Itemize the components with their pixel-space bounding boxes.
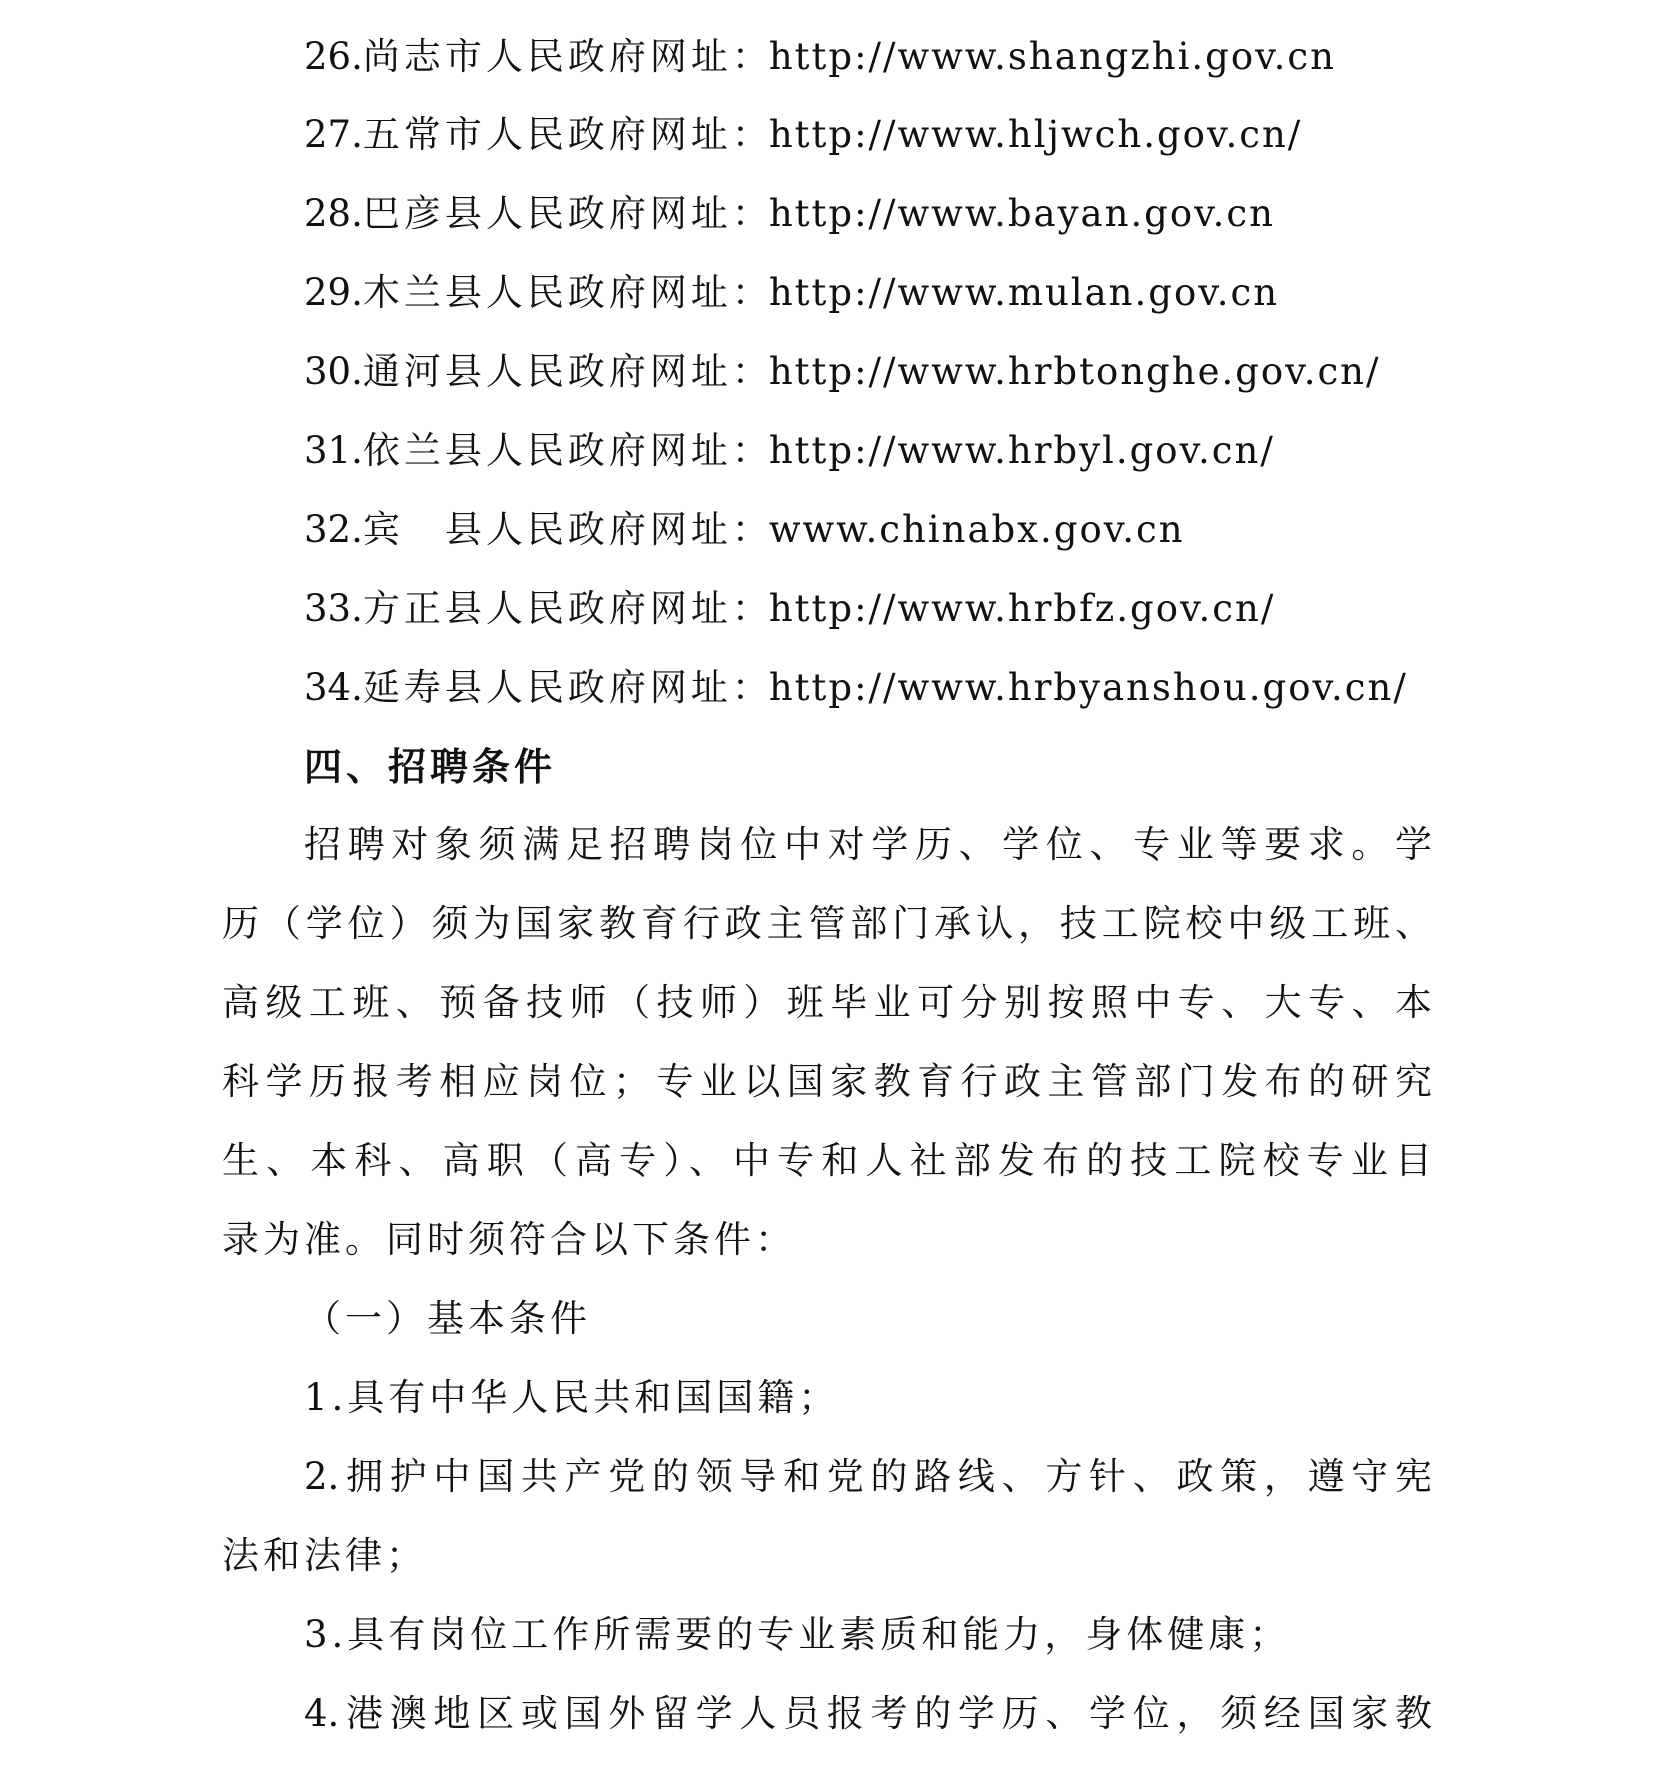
url-item-32 [304, 507, 1185, 553]
item-url: http://www.hrbyanshou.gov.cn/ [768, 666, 1408, 709]
item-url: http://www.hrbtonghe.gov.cn/ [768, 350, 1381, 393]
intro-line-2: 历（学位）须为国家教育行政主管部门承认，技工院校中级工班、 [222, 902, 1432, 945]
item-separator: ： [731, 271, 769, 314]
item-url: http://www.mulan.gov.cn [768, 271, 1280, 314]
item-url: http://www.hrbyl.gov.cn/ [768, 429, 1275, 472]
intro-line-4: 科学历报考相应岗位；专业以国家教育行政主管部门发布的研究 [222, 1060, 1432, 1103]
item-separator: ： [731, 666, 769, 709]
item-name: 依兰县人民政府网址 [362, 429, 732, 472]
item-separator: ： [731, 587, 769, 630]
item-number: 26. [304, 35, 363, 78]
url-item-28 [304, 191, 1275, 237]
intro-line-6: 录为准。同时须符合以下条件： [222, 1218, 796, 1261]
item-name: 五常市人民政府网址 [362, 113, 732, 156]
item-name: 尚志市人民政府网址 [362, 35, 732, 78]
item-url: http://www.shangzhi.gov.cn [768, 35, 1336, 78]
item-url: http://www.bayan.gov.cn [768, 192, 1275, 235]
item-separator: ： [731, 35, 769, 78]
item-number: 31. [304, 429, 363, 472]
item-separator: ： [731, 350, 769, 393]
url-item-31 [304, 428, 1275, 474]
subheading-basic-conditions: （一）基本条件 [304, 1297, 591, 1340]
url-item-27 [304, 112, 1302, 158]
item-separator: ： [731, 429, 769, 472]
item-name: 巴彦县人民政府网址 [362, 192, 732, 235]
section-heading: 四、招聘条件 [304, 745, 557, 789]
item-url: http://www.hljwch.gov.cn/ [768, 113, 1303, 156]
item-name: 方正县人民政府网址 [362, 587, 732, 630]
url-item-26 [304, 34, 1336, 80]
item-name: 延寿县人民政府网址 [362, 666, 732, 709]
item-number: 28. [304, 192, 363, 235]
item-separator: ： [731, 192, 769, 235]
item-number: 27. [304, 113, 363, 156]
condition-item-3: 3.具有岗位工作所需要的专业素质和能力，身体健康； [304, 1613, 1291, 1656]
intro-line-1: 招聘对象须满足招聘岗位中对学历、学位、专业等要求。学 [304, 823, 1432, 866]
item-number: 30. [304, 350, 363, 393]
url-item-33 [304, 586, 1275, 632]
item-number: 29. [304, 271, 363, 314]
item-name: 通河县人民政府网址 [362, 350, 732, 393]
item-url: www.chinabx.gov.cn [768, 508, 1185, 551]
condition-item-1: 1.具有中华人民共和国国籍； [304, 1376, 840, 1419]
condition-item-4-line-1: 4.港澳地区或国外留学人员报考的学历、学位，须经国家教 [304, 1692, 1432, 1735]
item-url: http://www.hrbfz.gov.cn/ [768, 587, 1276, 630]
item-name: 木兰县人民政府网址 [362, 271, 732, 314]
url-item-30 [304, 349, 1380, 395]
url-item-34 [304, 665, 1408, 711]
item-number: 32. [304, 508, 363, 551]
item-name: 宾 县人民政府网址 [362, 508, 732, 551]
item-separator: ： [731, 113, 769, 156]
item-number: 34. [304, 666, 363, 709]
condition-item-2-line-2: 法和法律； [222, 1534, 427, 1577]
url-item-29 [304, 270, 1279, 316]
item-separator: ： [731, 508, 769, 551]
intro-line-3: 高级工班、预备技师（技师）班毕业可分别按照中专、大专、本 [222, 981, 1432, 1024]
intro-line-5: 生、本科、高职（高专）、中专和人社部发布的技工院校专业目 [222, 1139, 1432, 1182]
item-number: 33. [304, 587, 363, 630]
condition-item-2-line-1: 2.拥护中国共产党的领导和党的路线、方针、政策，遵守宪 [304, 1455, 1432, 1498]
